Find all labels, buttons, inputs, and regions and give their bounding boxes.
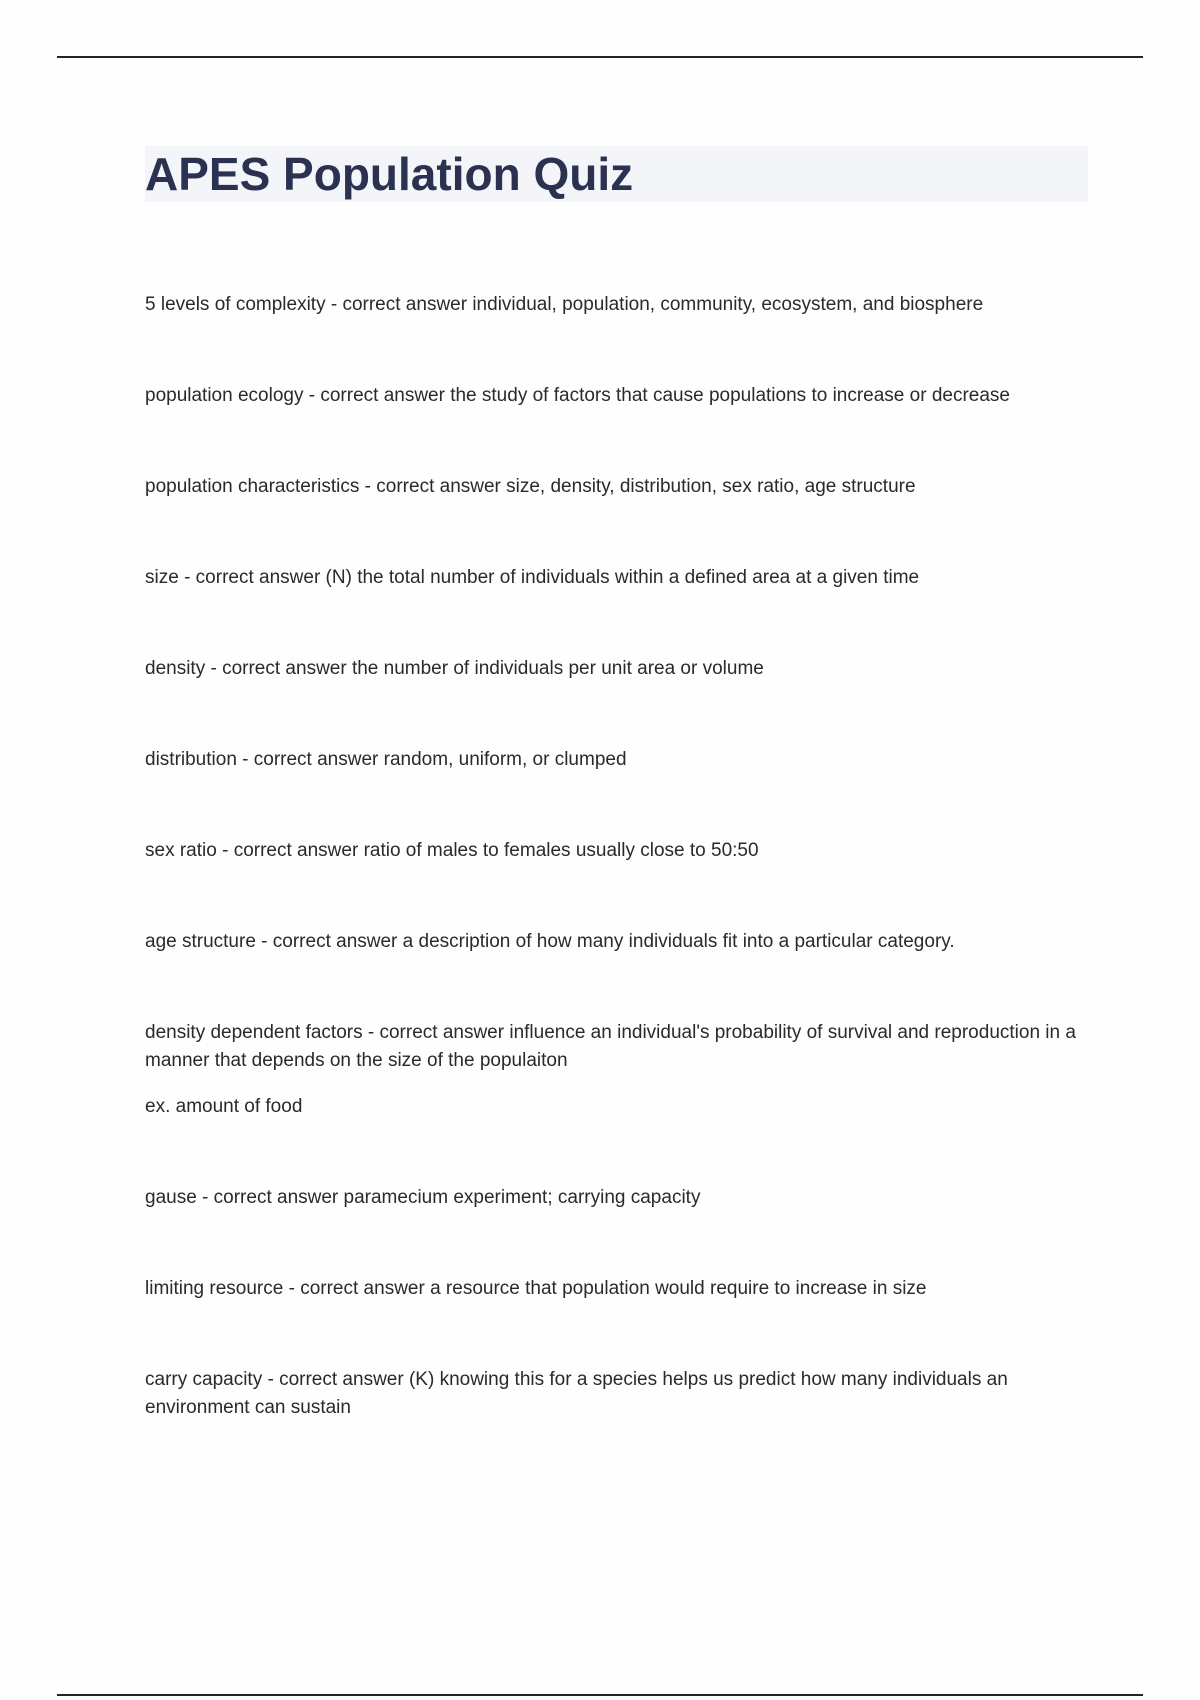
qa-text: limiting resource - correct answer a resource that population would require to increase in size bbox=[145, 1278, 927, 1299]
qa-text: population characteristics - correct answer size, density, distribution, sex ratio, age structure bbox=[145, 476, 916, 497]
qa-item bbox=[145, 1019, 1085, 1121]
qa-item bbox=[145, 473, 1085, 501]
qa-text: 5 levels of complexity - correct answer individual, population, community, ecosystem, and biosphere bbox=[145, 294, 984, 315]
qa-item bbox=[145, 837, 1085, 865]
qa-item bbox=[145, 928, 1085, 956]
bottom-divider bbox=[57, 1694, 1143, 1696]
qa-item bbox=[145, 291, 1085, 319]
qa-item bbox=[145, 746, 1085, 774]
qa-item bbox=[145, 1184, 1085, 1212]
qa-item bbox=[145, 655, 1085, 683]
qa-item bbox=[145, 1275, 1085, 1303]
qa-example: ex. amount of food bbox=[145, 1096, 303, 1117]
top-divider bbox=[57, 56, 1143, 58]
qa-item bbox=[145, 1366, 1085, 1422]
qa-text: distribution - correct answer random, uniform, or clumped bbox=[145, 749, 627, 770]
qa-text: age structure - correct answer a description of how many individuals fit into a particular category. bbox=[145, 931, 955, 952]
qa-text: sex ratio - correct answer ratio of males to females usually close to 50:50 bbox=[145, 840, 759, 861]
qa-item bbox=[145, 382, 1085, 410]
qa-text: size - correct answer (N) the total number of individuals within a defined area at a given time bbox=[145, 567, 920, 588]
qa-item bbox=[145, 564, 1085, 592]
qa-text: gause - correct answer paramecium experiment; carrying capacity bbox=[145, 1187, 701, 1208]
qa-text: density dependent factors - correct answer influence an individual's probability of survival and reproduction in a manner that depends on the size of the populaiton bbox=[145, 1022, 1076, 1071]
qa-text: carry capacity - correct answer (K) knowing this for a species helps us predict how many individuals an environment can sustain bbox=[145, 1369, 1008, 1418]
qa-text: population ecology - correct answer the study of factors that cause populations to increase or decrease bbox=[145, 385, 1010, 406]
qa-text: density - correct answer the number of individuals per unit area or volume bbox=[145, 658, 764, 679]
page-title: APES Population Quiz bbox=[145, 148, 634, 200]
title-banner bbox=[145, 146, 1088, 202]
